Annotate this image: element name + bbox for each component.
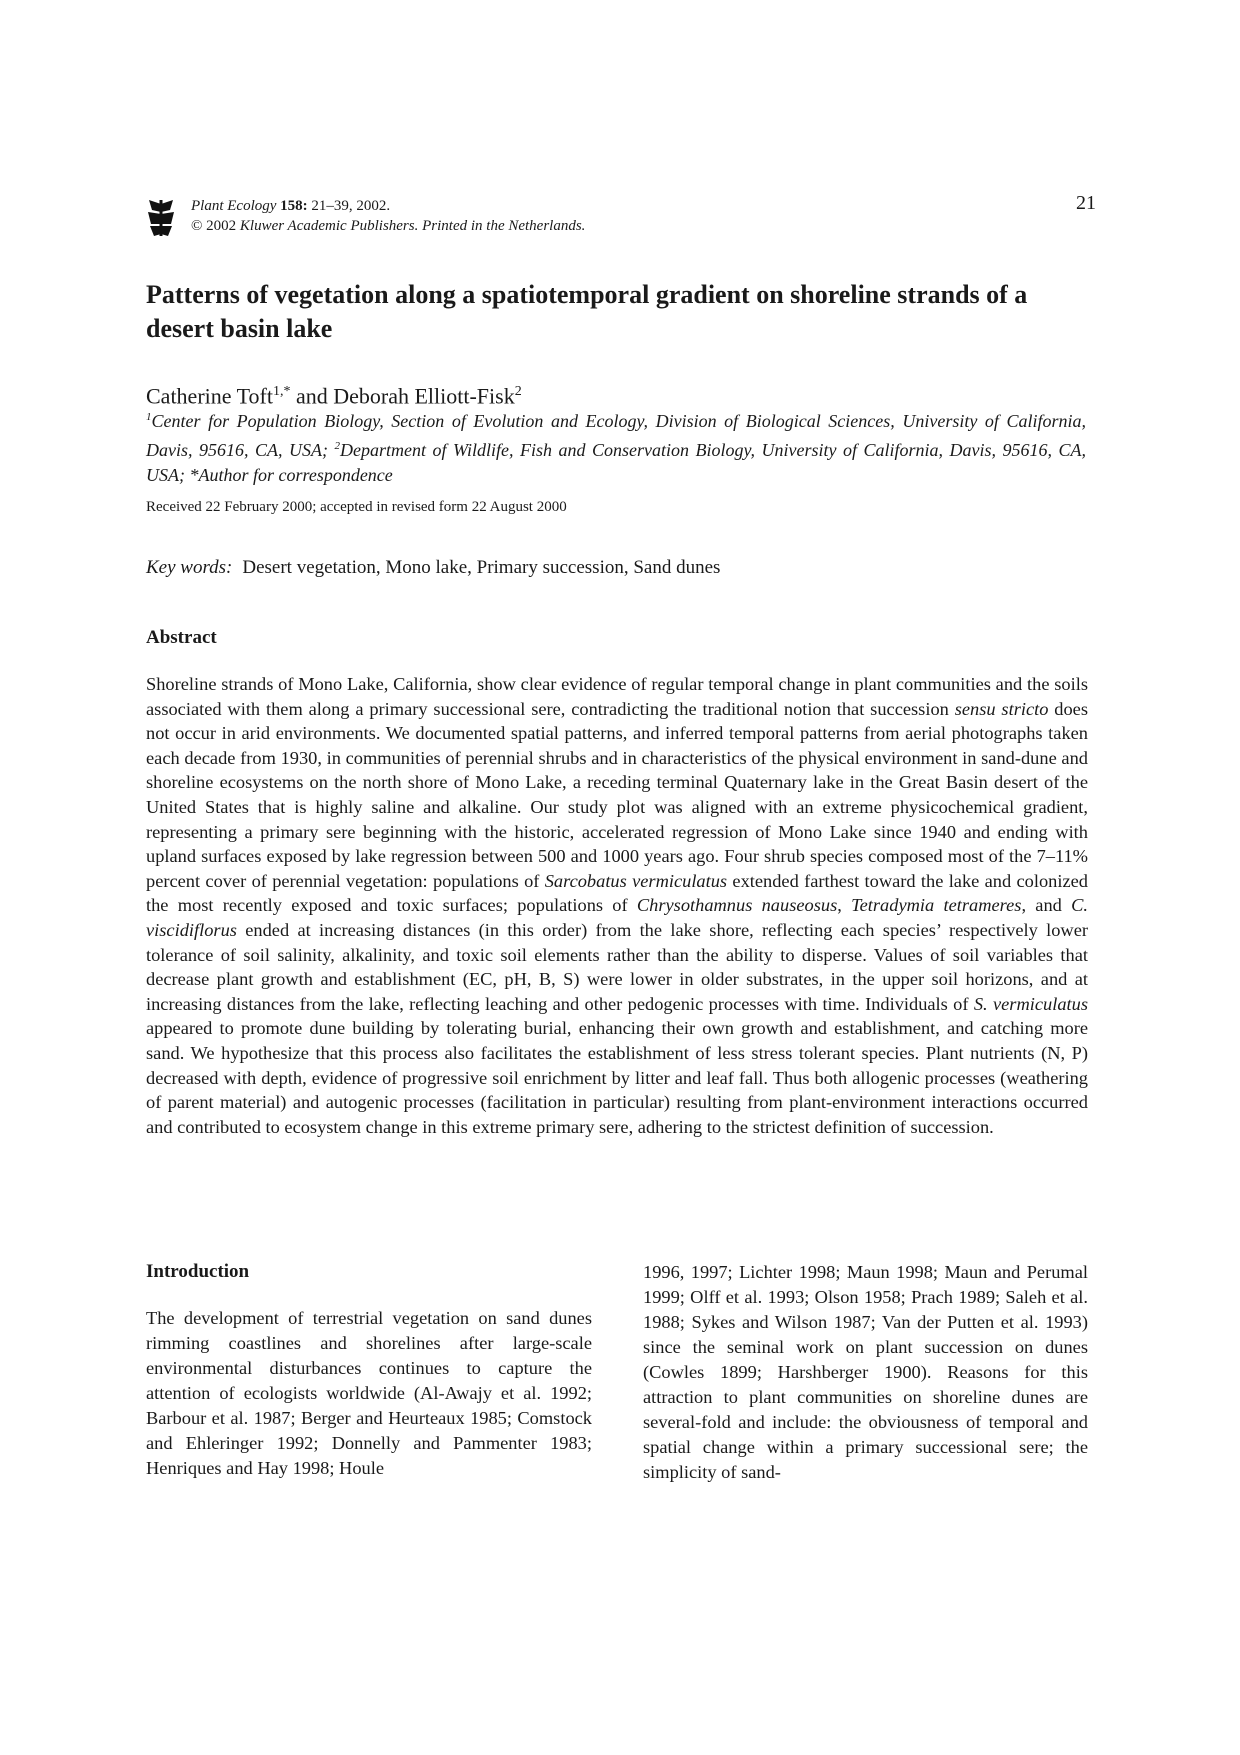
- abstract-species-name: C. viscidiflorus: [146, 895, 1088, 940]
- abstract-fragment: does not occur in arid environments. We documented spatial patterns, and inferred temporal patterns from aerial photographs taken each decade from 1930, in communities of perennial shrubs and in characteristics of the physical environment in sand-dune and shoreline ecosystems on the north shore of Mono Lake, a receding terminal Quaternary lake in the Great Basin desert of the United States that is highly saline and alkaline. Our study plot was aligned with an extreme physicochemical gradient, representing a primary sere beginning with the historic, accelerated regression of Mono Lake since 1940 and ending with upland surfaces exposed by lake regression between 500 and 1000 years ago. Four shrub species composed most of the 7–11% percent cover of perennial vegetation: populations of: [146, 698, 1089, 891]
- introduction-heading: Introduction: [146, 1261, 250, 1282]
- copyright-publisher: Kluwer Academic Publishers. Printed in the Netherlands.: [239, 218, 586, 234]
- affiliation-marker: 1: [146, 411, 152, 423]
- abstract-italic-term: sensu stricto: [954, 698, 1049, 719]
- affiliation-text: Department of Wildlife, Fish and Conservation Biology, University of California, Davis, 95616, CA, USA; *Author for correspondence: [146, 440, 1087, 485]
- introduction-left-column: [146, 1306, 592, 1481]
- affiliation-text: Center for Population Biology, Section of Evolution and Ecology, Division of Biological Sciences, University of California, Davis, 95616, CA, USA;: [146, 411, 1086, 460]
- paper-title: Patterns of vegetation along a spatiotemporal gradient on shoreline strands of a desert basin lake: [146, 280, 1028, 343]
- introduction-paragraph: The development of terrestrial vegetation on sand dunes rimming coastlines and shorelines after large-scale environmental disturbances continues to capture the attention of ecologists worldwide (Al-Awajy et al. 1992; Barbour et al. 1987; Berger and Heurteaux 1985; Comstock and Ehleringer 1992; Donnelly and Pammenter 1983; Henriques and Hay 1998; Houle: [146, 1308, 592, 1478]
- abstract-fragment: ended at increasing distances (in this order) from the lake shore, reflecting each species’ respectively lower tolerance of soil salinity, alkalinity, and toxic soil elements rather than the ability to disperse. Values of soil variables that decrease plant growth and establishment (EC, pH, B, S) were lower in older substrates, in the upper soil horizons, and at increasing distances from the lake, reflecting leaching and other pedogenic processes with time. Individuals of: [146, 919, 1088, 1014]
- abstract-text: [146, 672, 1088, 1139]
- author-conjunction: and: [295, 383, 328, 409]
- publisher-tree-logo-icon: [146, 198, 176, 238]
- abstract-species-name: Chrysothamnus nauseosus: [636, 895, 838, 916]
- keywords: [146, 556, 720, 580]
- abstract-fragment: Shoreline strands of Mono Lake, California, show clear evidence of regular temporal change in plant communities and the soils associated with them along a primary successional sere, contradicting the traditional notion that succession: [146, 674, 1088, 719]
- keywords-label: Key words:: [146, 557, 233, 578]
- keywords-value: Desert vegetation, Mono lake, Primary succession, Sand dunes: [242, 557, 721, 578]
- journal-citation: [191, 196, 390, 216]
- author-affiliations: [146, 405, 1086, 488]
- author-name: Catherine Toft: [146, 383, 273, 409]
- introduction-right-column: [643, 1260, 1088, 1485]
- abstract-fragment: appeared to promote dune building by tolerating burial, enhancing their own growth and establishment, and catching more sand. We hypothesize that this process also facilitates the establishment of less stress tolerant species. Plant nutrients (N, P) decreased with depth, evidence of progressive soil enrichment by litter and leaf fall. Thus both allogenic processes (weathering of parent material) and autogenic processes (facilitation in particular) resulting from plant-environment interactions occurred and contributed to ecosystem change in this extreme primary sere, adhering to the strictest definition of succession.: [146, 1018, 1088, 1137]
- page-number: 21: [1076, 192, 1096, 214]
- abstract-species-name: S. vermiculatus: [973, 993, 1088, 1014]
- copyright-notice: [191, 216, 585, 236]
- author-affiliation-marker: 1,*: [272, 384, 291, 399]
- author-name: Deborah Elliott-Fisk: [333, 383, 515, 409]
- affiliation-marker: 2: [334, 440, 341, 452]
- abstract-species-name: Tetradymia tetrameres: [851, 895, 1022, 916]
- journal-header: [146, 192, 1096, 242]
- journal-pages-year: 21–39, 2002.: [311, 198, 391, 214]
- abstract-fragment: ,: [837, 895, 852, 916]
- journal-volume: 158:: [280, 198, 308, 214]
- abstract-fragment: , and: [1021, 895, 1072, 916]
- copyright-year: © 2002: [191, 218, 237, 234]
- abstract-species-name: Sarcobatus vermiculatus: [544, 870, 728, 891]
- abstract-heading: Abstract: [146, 627, 217, 648]
- author-affiliation-marker: 2: [514, 384, 522, 399]
- abstract-fragment: extended farthest toward the lake and colonized the most recently exposed and toxic surfaces; populations of: [146, 870, 1088, 916]
- introduction-paragraph-continued: 1996, 1997; Lichter 1998; Maun 1998; Maun and Perumal 1999; Olff et al. 1993; Olson 1958; Prach 1989; Saleh et al. 1988; Sykes and Wilson 1987; Van der Putten et al. 1993) since the seminal work on plant succession on dunes (Cowles 1899; Harshberger 1900). Reasons for this attraction to plant communities on shoreline dunes are several-fold and include: the obviousness of temporal and spatial change within a primary successional sere; the simplicity of sand-: [643, 1262, 1088, 1482]
- received-dates: Received 22 February 2000; accepted in revised form 22 August 2000: [146, 499, 567, 515]
- journal-name: Plant Ecology: [191, 198, 277, 214]
